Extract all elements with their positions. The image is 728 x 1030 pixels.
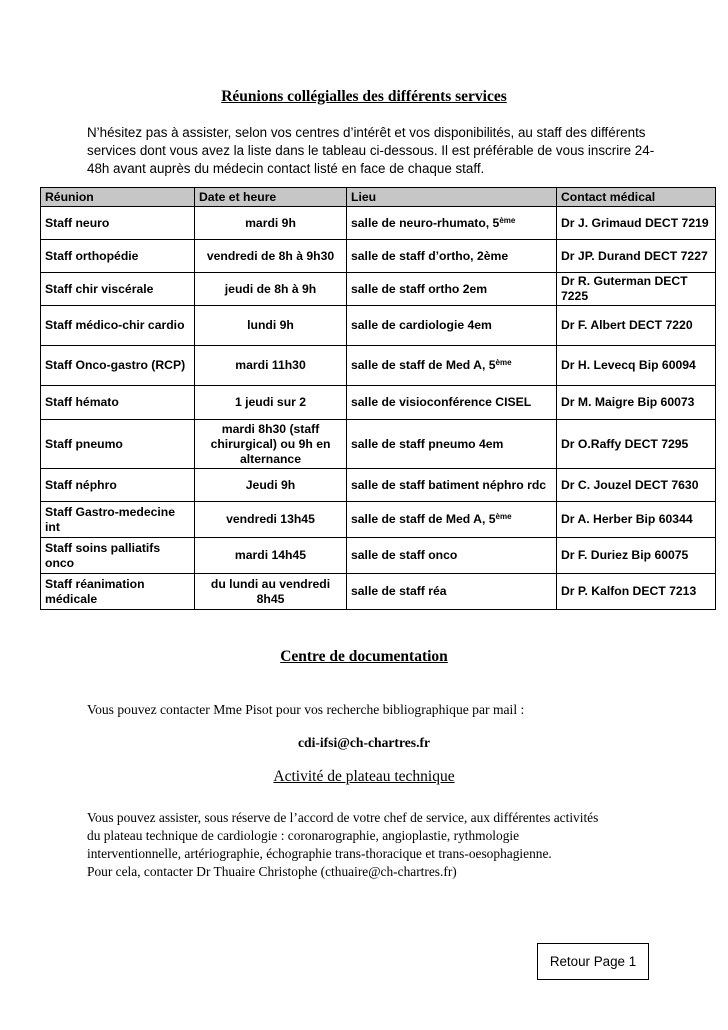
cell-contact: Dr P. Kalfon DECT 7213 [557, 574, 716, 610]
cell-reunion: Staff pneumo [41, 420, 195, 469]
cell-lieu: salle de staff réa [347, 574, 557, 610]
table-row [41, 469, 716, 502]
table-row [41, 386, 716, 420]
cell-date: vendredi de 8h à 9h30 [195, 240, 347, 273]
cell-reunion: Staff neuro [41, 207, 195, 240]
cell-reunion: Staff réanimation médicale [41, 574, 195, 610]
cell-date: mardi 14h45 [195, 538, 347, 574]
intro-paragraph: N’hésitez pas à assister, selon vos centres d’intérêt et vos disponibilités, au staff des différents services dont vous avez la liste dans le tableau ci-dessous. Il est préférable de vous inscrire 24-48h avant auprès du médecin contact listé en face de chaque staff. [87, 125, 655, 176]
plateau-line: du plateau technique de cardiologie : coronarographie, angioplastie, rythmologie [87, 828, 520, 843]
cell-lieu: salle de staff onco [347, 538, 557, 574]
cell-reunion: Staff orthopédie [41, 240, 195, 273]
cell-contact: Dr R. Guterman DECT 7225 [557, 273, 716, 306]
cell-reunion: Staff hémato [41, 386, 195, 420]
table-header-row [41, 188, 716, 207]
cell-lieu [347, 207, 557, 240]
cell-lieu: salle de staff ortho 2em [347, 273, 557, 306]
header-contact: Contact médical [557, 188, 716, 207]
cell-reunion: Staff chir viscérale [41, 273, 195, 306]
table-row [41, 240, 716, 273]
lieu-superscript: ème [495, 512, 512, 521]
table-row [41, 346, 716, 386]
cell-date: jeudi de 8h à 9h [195, 273, 347, 306]
cell-contact: Dr F. Albert DECT 7220 [557, 306, 716, 346]
header-reunion: Réunion [41, 188, 195, 207]
plateau-line: interventionnelle, artériographie, échographie trans-thoracique et trans-oesophagienne. [87, 846, 552, 861]
cell-date: mardi 11h30 [195, 346, 347, 386]
cell-date: vendredi 13h45 [195, 502, 347, 538]
cell-reunion: Staff soins palliatifs onco [41, 538, 195, 574]
documentation-email: cdi-ifsi@ch-chartres.fr [297, 735, 431, 750]
cell-contact: Dr M. Maigre Bip 60073 [557, 386, 716, 420]
cell-date: mardi 9h [195, 207, 347, 240]
lieu-superscript: ème [495, 358, 512, 367]
cell-date: du lundi au vendredi 8h45 [195, 574, 347, 610]
cell-reunion: Staff médico-chir cardio [41, 306, 195, 346]
cell-date: lundi 9h [195, 306, 347, 346]
table-row [41, 574, 716, 610]
plateau-line: Pour cela, contacter Dr Thuaire Christophe (cthuaire@ch-chartres.fr) [87, 864, 457, 879]
cell-contact: Dr H. Levecq Bip 60094 [557, 346, 716, 386]
plateau-line: Vous pouvez assister, sous réserve de l’accord de votre chef de service, aux différentes activités [87, 810, 599, 825]
lieu-text: salle de staff de Med A, 5 [351, 512, 496, 526]
header-date: Date et heure [195, 188, 347, 207]
cell-lieu: salle de staff pneumo 4em [347, 420, 557, 469]
documentation-text: Vous pouvez contacter Mme Pisot pour vos recherche bibliographique par mail : [87, 702, 525, 717]
lieu-text: salle de staff de Med A, 5 [351, 358, 496, 372]
cell-reunion: Staff néphro [41, 469, 195, 502]
cell-contact: Dr A. Herber Bip 60344 [557, 502, 716, 538]
documentation-title: Centre de documentation [280, 648, 448, 665]
header-lieu: Lieu [347, 188, 557, 207]
staff-table [40, 187, 716, 610]
cell-contact: Dr JP. Durand DECT 7227 [557, 240, 716, 273]
cell-lieu [347, 346, 557, 386]
cell-date: Jeudi 9h [195, 469, 347, 502]
cell-reunion: Staff Gastro-medecine int [41, 502, 195, 538]
cell-lieu: salle de cardiologie 4em [347, 306, 557, 346]
table-row [41, 502, 716, 538]
table-row [41, 538, 716, 574]
page-title: Réunions collégialles des différents services [221, 88, 507, 105]
cell-lieu [347, 502, 557, 538]
plateau-title: Activité de plateau technique [273, 768, 455, 785]
cell-lieu: salle de staff batiment néphro rdc [347, 469, 557, 502]
table-row [41, 306, 716, 346]
cell-date: mardi 8h30 (staff chirurgical) ou 9h en alternance [195, 420, 347, 469]
cell-contact: Dr J. Grimaud DECT 7219 [557, 207, 716, 240]
table-row [41, 420, 716, 469]
cell-reunion: Staff Onco-gastro (RCP) [41, 346, 195, 386]
plateau-paragraph [87, 809, 687, 881]
cell-lieu: salle de staff d’ortho, 2ème [347, 240, 557, 273]
cell-contact: Dr F. Duriez Bip 60075 [557, 538, 716, 574]
lieu-text: salle de neuro-rhumato, 5 [351, 215, 500, 230]
retour-page-button[interactable]: Retour Page 1 [537, 943, 649, 980]
table-row [41, 207, 716, 240]
cell-date: 1 jeudi sur 2 [195, 386, 347, 420]
cell-lieu: salle de visioconférence CISEL [347, 386, 557, 420]
table-row [41, 273, 716, 306]
lieu-superscript: ème [499, 215, 516, 225]
cell-contact: Dr O.Raffy DECT 7295 [557, 420, 716, 469]
cell-contact: Dr C. Jouzel DECT 7630 [557, 469, 716, 502]
